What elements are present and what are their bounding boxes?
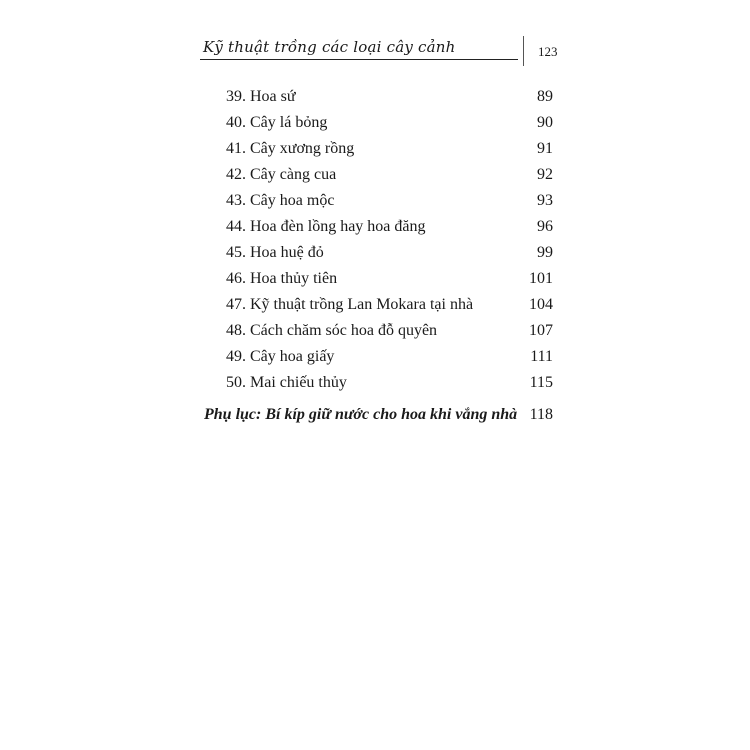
toc-entry-page: 92 <box>537 166 553 183</box>
toc-entry <box>226 166 553 188</box>
toc-entry-title: 40. Cây lá bỏng <box>226 114 328 131</box>
toc-entry-title: 42. Cây càng cua <box>226 166 337 183</box>
toc-entry <box>226 296 553 318</box>
toc-entry-page: 91 <box>537 140 553 157</box>
toc-entry-page: 89 <box>537 88 553 105</box>
toc-entry-page: 101 <box>529 270 553 287</box>
toc-entry-page: 115 <box>529 374 553 391</box>
toc-entry <box>226 218 553 240</box>
toc-entry <box>226 192 553 214</box>
toc-entry-title: 46. Hoa thủy tiên <box>226 270 338 287</box>
toc-entry-page: 111 <box>530 348 553 365</box>
toc-entry-title: 45. Hoa huệ đỏ <box>226 244 324 261</box>
toc-entry-page: 99 <box>537 244 553 261</box>
toc-entry-title: 44. Hoa đèn lồng hay hoa đăng <box>226 218 426 235</box>
toc-entry-title: 43. Cây hoa mộc <box>226 192 335 209</box>
toc-entry-page: 107 <box>529 322 553 339</box>
toc-entry-title: 41. Cây xương rồng <box>226 140 355 157</box>
toc-entry-title: 50. Mai chiếu thủy <box>226 374 347 391</box>
running-title: Kỹ thuật trồng các loại cây cảnh <box>203 38 456 56</box>
toc-entry-page: 90 <box>537 114 553 131</box>
page-number: 123 <box>538 44 558 59</box>
toc-entry-page: 93 <box>537 192 553 209</box>
toc-appendix-entry <box>204 406 553 430</box>
toc-entry <box>226 348 553 370</box>
toc-entry <box>226 322 553 344</box>
toc-entry-title: 39. Hoa sứ <box>226 88 296 105</box>
toc-entry-title: 48. Cách chăm sóc hoa đỗ quyên <box>226 322 438 339</box>
toc-appendix-page: 118 <box>529 406 553 423</box>
toc-entry <box>226 88 553 110</box>
toc-entry <box>226 140 553 162</box>
toc-entry-page: 96 <box>537 218 553 235</box>
toc-entry <box>226 374 553 396</box>
toc-entry <box>226 270 553 292</box>
toc-entry-title: 47. Kỹ thuật trồng Lan Mokara tại nhà <box>226 296 474 313</box>
toc-entry-title: 49. Cây hoa giấy <box>226 348 335 365</box>
toc-entry <box>226 244 553 266</box>
toc-appendix-title: Phụ lục: Bí kíp giữ nước cho hoa khi vắng nhà <box>204 406 518 423</box>
toc-entry <box>226 114 553 136</box>
toc-entry-page: 104 <box>529 296 553 313</box>
